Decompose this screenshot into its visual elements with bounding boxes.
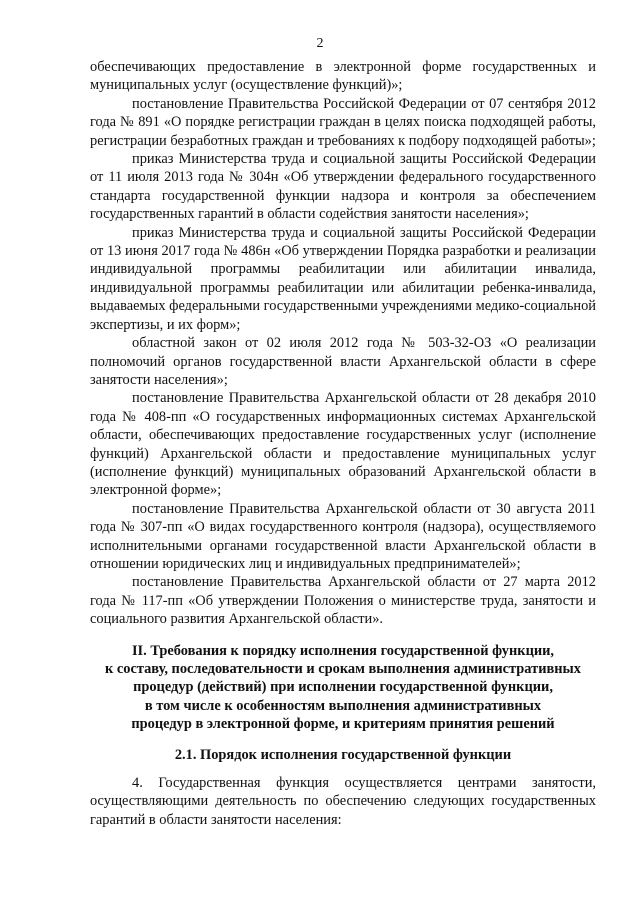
section-heading-line: II. Требования к порядку исполнения государственной функции, — [131, 642, 555, 659]
section-heading-line: в том числе к особенностям выполнения административных — [144, 697, 542, 714]
paragraph-decree-117pp: постановление Правительства Архангельской области от 27 марта 2012 года № 117-пп «Об утверждении Положения о министерстве труда, занятости и социального развития Архангельской области». — [90, 574, 596, 628]
paragraph-decree-408pp: постановление Правительства Архангельской области от 28 декабря 2010 года № 408-пп «О государственных информационных системах Архангельской области, обеспечивающих предоставление государственных услуг (исполнение функций) Архангельской области и предоставление муниципальных услуг (исполнение функций) муниципальных образований Архангельской области в электронной форме»; — [90, 390, 596, 499]
section-heading-line: процедур в электронной форме, и критериям принятия решений — [131, 716, 555, 733]
page-number: 2 — [316, 36, 324, 51]
paragraph-order-486n: приказ Министерства труда и социальной защиты Российской Федерации от 13 июня 2017 года № 486н «Об утверждении Порядка разработки и реализации индивидуальной программы реабилитации или абилитации инвалида, индивидуальной программы реабилитации или абилитации ребенка-инвалида, выдаваемых федеральными государственными учреждениями медико-социальной экспертизы, и их форм»; — [90, 224, 596, 333]
paragraph-decree-307pp: постановление Правительства Архангельской области от 30 августа 2011 года № 307-пп «О видах государственного контроля (надзора), осуществляемого исполнительными органами государственной власти Архангельской области в отношении юридических лиц и индивидуальных предпринимателей»; — [90, 500, 596, 572]
section-heading — [90, 642, 596, 734]
paragraph-continuation: обеспечивающих предоставление в электронной форме государственных и муниципальных услуг (осуществление функций)»; — [90, 59, 596, 94]
paragraph-regional-law-503: областной закон от 02 июля 2012 года № 503-32-ОЗ «О реализации полномочий органов государственной власти Архангельской области в сфере занятости населения»; — [90, 335, 596, 388]
section-heading-line: процедур (действий) при исполнении государственной функции, — [133, 679, 553, 696]
paragraph-decree-891: постановление Правительства Российской Федерации от 07 сентября 2012 года № 891 «О порядке регистрации граждан в целях поиска подходящей работы, регистрации безработных граждан и требованиях к подбору подходящей работы»; — [90, 95, 596, 149]
document-body — [90, 58, 596, 829]
paragraph-order-304n: приказ Министерства труда и социальной защиты Российской Федерации от 11 июля 2013 года № 304н «Об утверждении федерального государственного стандарта государственной функции надзора и контроля за обеспечением государственных гарантий в области содействия занятости населения»; — [90, 151, 596, 223]
subsection-heading: 2.1. Порядок исполнения государственной функции — [174, 746, 512, 763]
paragraph-item-4: 4. Государственная функция осуществляется центрами занятости, осуществляющими деятельность по обеспечению следующих государственных гарантий в области занятости населения: — [90, 775, 596, 828]
section-heading-line: к составу, последовательности и срокам выполнения административных — [105, 661, 581, 677]
